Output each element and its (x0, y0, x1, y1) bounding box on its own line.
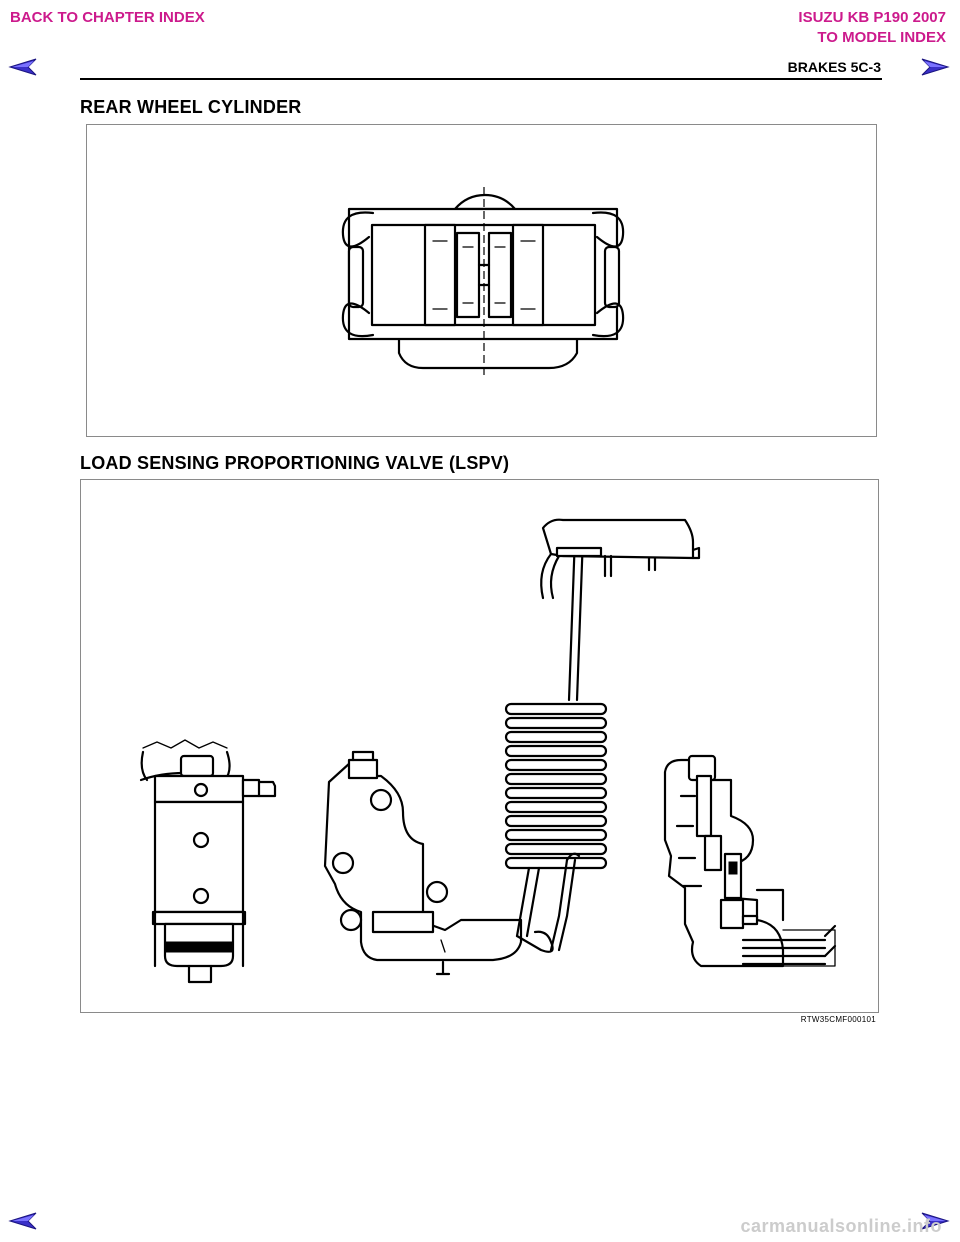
lspv-heading: LOAD SENSING PROPORTIONING VALVE (LSPV) (80, 453, 510, 473)
to-model-index-link[interactable]: TO MODEL INDEX (817, 29, 946, 46)
back-to-chapter-index-link[interactable]: BACK TO CHAPTER INDEX (10, 9, 205, 26)
arrow-left-icon[interactable] (8, 1211, 38, 1231)
header-divider (80, 78, 882, 80)
watermark: carmanualsonline.info (740, 1216, 942, 1236)
arrow-left-icon[interactable] (8, 57, 38, 77)
lspv-figure (80, 479, 879, 1013)
wheel-cylinder-drawing (87, 125, 876, 436)
section-label: BRAKES 5C-3 (787, 59, 881, 75)
wheel-cylinder-figure (86, 124, 877, 437)
wheel-cylinder-heading: REAR WHEEL CYLINDER (80, 97, 302, 117)
arrow-right-icon[interactable] (920, 57, 950, 77)
lspv-drawing (81, 480, 878, 1012)
model-title: ISUZU KB P190 2007 (798, 9, 946, 26)
figure-code: RTW35CMF000101 (800, 1015, 876, 1024)
